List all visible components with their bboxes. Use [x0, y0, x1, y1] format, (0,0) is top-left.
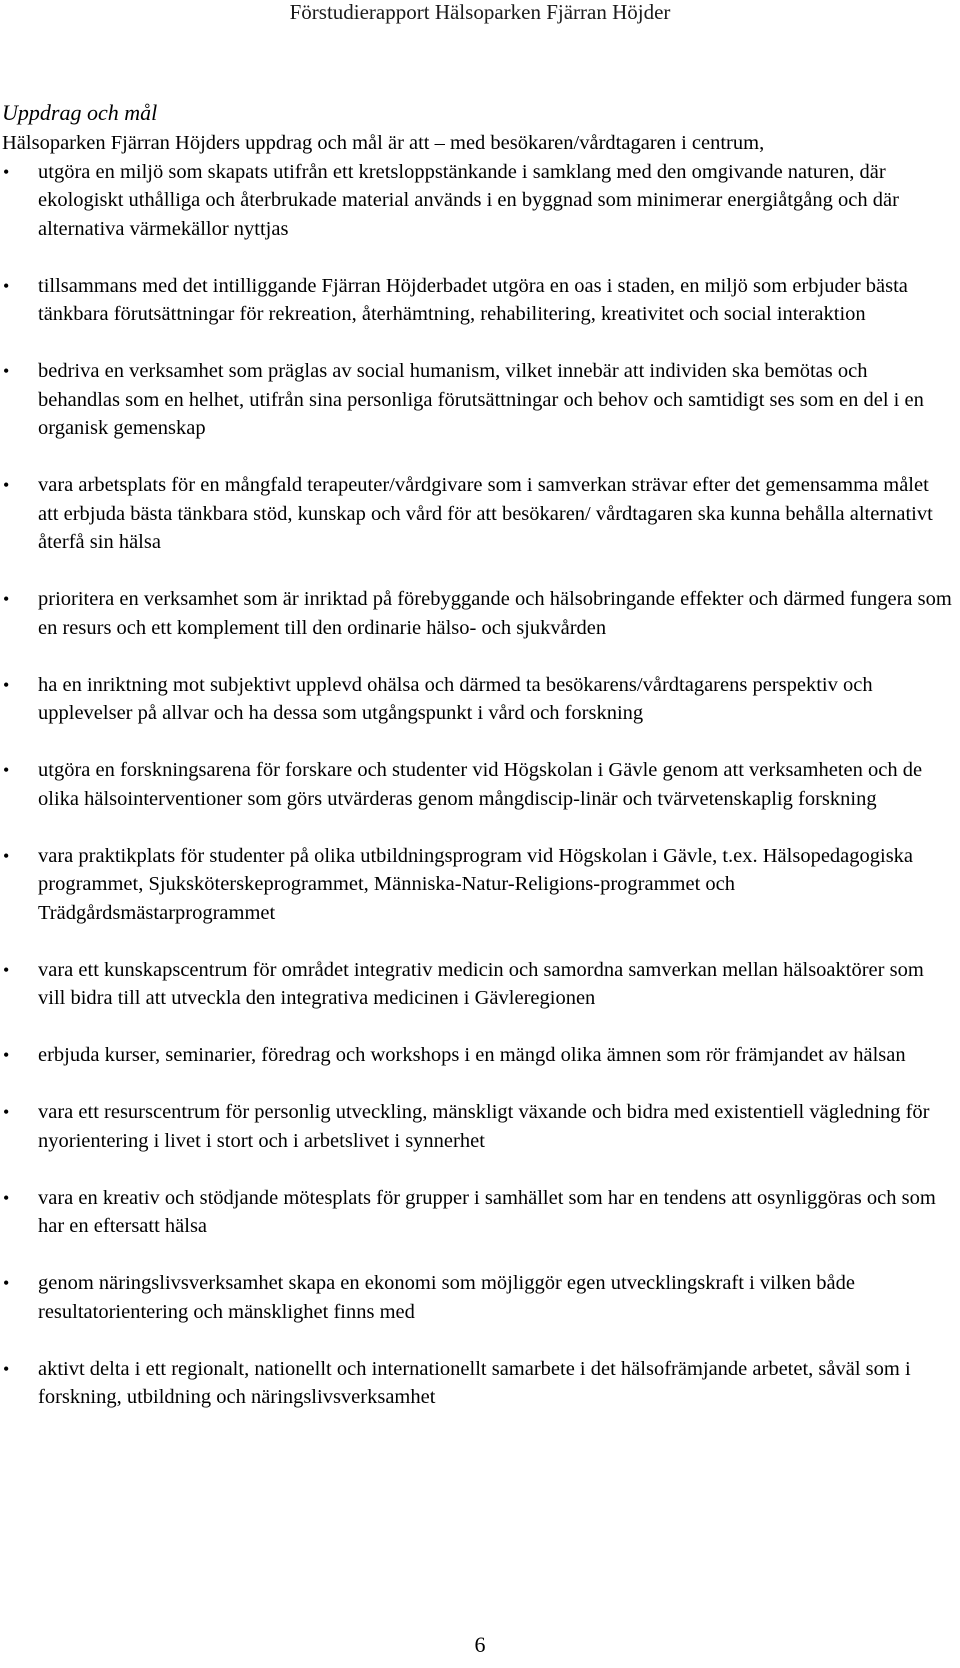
list-item — [0, 272, 960, 329]
list-item — [0, 357, 960, 443]
list-item-text: genom näringslivsverksamhet skapa en ekonomi som möjliggör egen utvecklingskraft i vilken både resultatorientering och mänsklighet finns med — [38, 1272, 855, 1323]
list-item-text: vara ett kunskapscentrum för området integrativ medicin och samordna samverkan mellan hälsoaktörer som vill bidra till att utveckla den integrativa medicinen i Gävleregionen — [38, 958, 924, 1009]
bullet-icon: • — [3, 161, 10, 182]
list-item — [0, 1098, 960, 1155]
list-item — [0, 1269, 960, 1326]
list-item-text: vara arbetsplats för en mångfald terapeuter/vårdgivare som i samverkan strävar efter det gemensamma målet att erbjuda bästa tänkbara stöd, kunskap och vård för att besökaren/ vårdtagaren ska kunna behålla alternativt återfå sin hälsa — [38, 474, 933, 553]
bullet-icon: • — [3, 1102, 10, 1122]
bullet-icon: • — [3, 1187, 10, 1208]
list-item-text: ha en inriktning mot subjektivt upplevd ohälsa och därmed ta besökarens/vårdtagarens perspektiv och upplevelser på allvar och ha dessa som utgångspunkt i vård och forskning — [38, 673, 873, 724]
list-item-text: aktivt delta i ett regionalt, nationellt och internationellt samarbete i det hälsofrämjande arbetet, såväl som i forskning, utbildning och näringslivsverksamhet — [38, 1357, 911, 1408]
list-item — [0, 1355, 960, 1412]
list-item — [0, 158, 960, 244]
list-item — [0, 471, 960, 557]
list-item-text: erbjuda kurser, seminarier, föredrag och workshops i en mängd olika ämnen som rör främjandet av hälsan — [38, 1044, 906, 1066]
list-item — [0, 671, 960, 728]
list-item-text: tillsammans med det intilliggande Fjärran Höjderbadet utgöra en oas i staden, en miljö som erbjuder bästa tänkbara förutsättningar för rekreation, återhämtning, rehabilitering, kreativitet och social interaktion — [38, 274, 908, 325]
list-item-text: prioritera en verksamhet som är inriktad på förebyggande och hälsobringande effekter och därmed fungera som en resurs och ett komplement till den ordinarie hälso- och sjukvården — [38, 588, 952, 639]
bullet-icon: • — [3, 1358, 10, 1379]
list-item — [0, 842, 960, 928]
list-item-text: vara en kreativ och stödjande mötesplats för grupper i samhället som har en tendens att osynliggöras och som har en eftersatt hälsa — [38, 1186, 936, 1237]
list-item — [0, 956, 960, 1013]
list-item — [0, 585, 960, 642]
bullet-icon: • — [3, 475, 10, 495]
list-item — [0, 756, 960, 813]
bullet-icon: • — [3, 760, 10, 780]
running-header: Förstudierapport Hälsoparken Fjärran Höjder — [289, 0, 671, 24]
bullet-icon: • — [3, 1045, 10, 1065]
bullet-icon: • — [3, 674, 10, 695]
bullet-icon: • — [3, 1273, 10, 1293]
intro-paragraph: Hälsoparken Fjärran Höjders uppdrag och mål är att – med besökaren/vårdtagaren i centrum, — [2, 132, 765, 154]
list-item-text: bedriva en verksamhet som präglas av social humanism, vilket innebär att individen ska bemötas och behandlas som en helhet, utifrån sina personliga förutsättningar och behov och samtidigt ses som en del i en organisk gemenskap — [38, 360, 924, 439]
bullet-icon: • — [3, 275, 10, 296]
bullet-icon: • — [3, 959, 10, 980]
list-item-text: vara ett resurscentrum för personlig utveckling, mänskligt växande och bidra med existentiell vägledning för nyorientering i livet i stort och i arbetslivet i synnerhet — [38, 1101, 930, 1152]
page-number: 6 — [474, 1632, 486, 1657]
bullet-icon: • — [3, 589, 10, 609]
list-item — [0, 1041, 960, 1070]
list-item-text: vara praktikplats för studenter på olika utbildningsprogram vid Högskolan i Gävle, t.ex. Hälsopedagogiska programmet, Sjuksköterskeprogrammet, Människa-Natur-Religions-programmet och Trädgårdsmästarprogrammet — [38, 844, 914, 924]
list-item-text: utgöra en miljö som skapats utifrån ett kretsloppstänkande i samklang med den omgivande naturen, där ekologiskt uthålliga och återbrukade material används i en byggnad som minimerar energiåtgång och där alternativa värmekällor nyttjas — [38, 160, 899, 240]
list-item-text: utgöra en forskningsarena för forskare och studenter vid Högskolan i Gävle genom att verksamheten och de olika hälsointerventioner som görs utvärderas genom mångdiscip-linär och tvärvetenskaplig forskning — [38, 759, 923, 810]
document-body — [0, 100, 960, 1440]
goals-list — [0, 158, 960, 1412]
bullet-icon: • — [3, 845, 10, 866]
bullet-icon: • — [3, 361, 10, 381]
list-item — [0, 1184, 960, 1241]
section-heading: Uppdrag och mål — [2, 100, 158, 125]
